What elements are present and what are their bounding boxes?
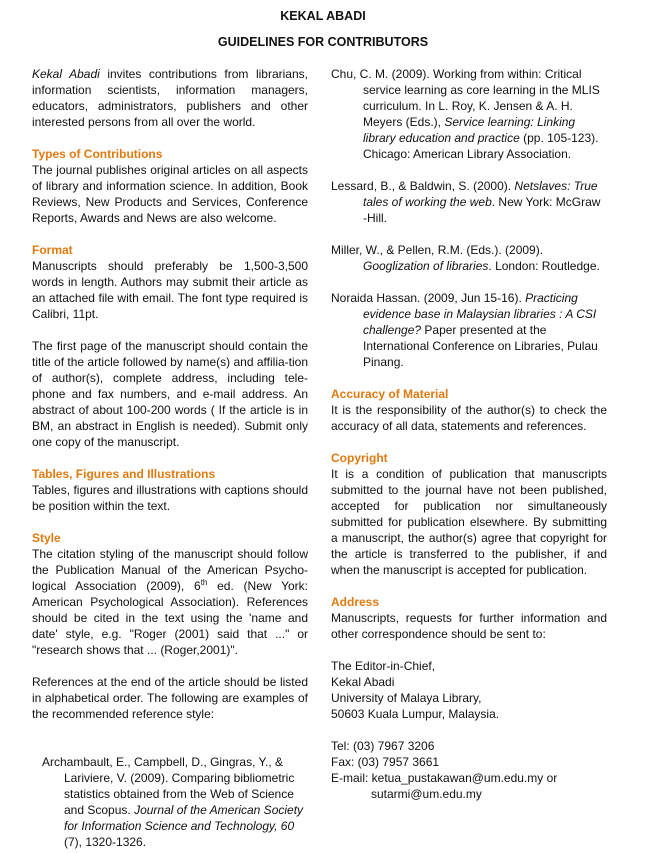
email-line-1: E-mail: ketua_pustakawan@um.edu.my or — [331, 771, 558, 785]
fax: Fax: (03) 7957 3661 — [331, 755, 440, 769]
address-line-3: University of Malaya Library, — [331, 691, 482, 705]
style-heading: Style — [32, 531, 61, 545]
types-text: The journal publishes original articles on all aspects of library and information science. In addition, Book Reviews, New Products and Services, Conference Reports, Awards and News are also welcome. — [32, 163, 308, 225]
page-title: GUIDELINES FOR CONTRIBUTORS — [217, 35, 429, 49]
types-heading: Types of Contributions — [32, 147, 163, 161]
tables-heading: Tables, Figures and Illustrations — [32, 467, 216, 481]
address-line-2: Kekal Abadi — [331, 675, 395, 689]
right-column — [331, 66, 607, 802]
reference-noraida: Noraida Hassan. (2009, Jun 15-16). Practicing evidence base in Malaysian libraries : A CSI challenge? Paper presented at the International Conference on Libraries, Pulau Pinang. — [331, 291, 598, 369]
style-text-2: References at the end of the article should be listed in alphabetical order. The following are examples of the recommended reference style: — [32, 675, 308, 721]
reference-miller: Miller, W., & Pellen, R.M. (Eds.). (2009). Googlization of libraries. London: Routledge. — [331, 243, 600, 273]
reference-lessard: Lessard, B., & Baldwin, S. (2000). Netslaves: True tales of working the web. New York: McGraw -Hill. — [331, 179, 601, 225]
accuracy-heading: Accuracy of Material — [331, 387, 449, 401]
copyright-text: It is a condition of publication that manuscripts submitted to the journal have not been published, accepted for publication nor simultaneously submitted for publication elsewhere. By submitting a manuscript, the author(s) agree that copyright for the article is transferred to the publisher, if and when the manuscript is accepted for publication. — [331, 467, 607, 577]
reference-archambault: Archambault, E., Campbell, D., Gingras, Y., & Lariviere, V. (2009). Comparing bibliometric statistics obtained from the Web of Science and Scopus. Journal of the American Society for Information Science and Technology, 60 (7), 1320-1326. — [42, 755, 304, 849]
left-column — [32, 66, 308, 850]
copyright-heading: Copyright — [331, 451, 388, 465]
accuracy-text: It is the responsibility of the author(s) to check the accuracy of all data, statements and references. — [331, 403, 607, 433]
journal-name: Kekal Abadi — [32, 67, 100, 81]
address-line-4: 50603 Kuala Lumpur, Malaysia. — [331, 707, 500, 721]
style-text-1: The citation styling of the manuscript should follow the Publication Manual of the American Psycho-logical Association (2009), 6th ed. (New York: American Psychological Association). References should be cited in the text using the 'name and date' style, e.g. "Roger (2001) said that ..." or "research shows that ... (Roger,2001)". — [32, 547, 308, 657]
email-line-2: sutarmi@um.edu.my — [371, 787, 482, 801]
intro-paragraph: Kekal Abadi invites contributions from librarians, information scientists, information managers, educators, administrators, publishers and other interested persons from all over the world. — [32, 67, 308, 129]
format-text-2: The first page of the manuscript should contain the title of the article followed by name(s) and affilia-tion of author(s), complete address, including tele-phone and fax numbers, and e-mail address. An abstract of about 100-200 words ( If the article is in BM, an abstract in English is needed). Submit only one copy of the manuscript. — [32, 339, 308, 449]
reference-chu: Chu, C. M. (2009). Working from within: Critical service learning as core learning in the MLIS curriculum. In L. Roy, K. Jensen & A. H. Meyers (Eds.), Service learning: Linking library education and practice (pp. 105-123). Chicago: American Library Association. — [331, 67, 600, 161]
format-heading: Format — [32, 243, 73, 257]
format-text-1: Manuscripts should preferably be 1,500-3,500 words in length. Authors may submit their article as an attached file with email. The font type required is Calibri, 11pt. — [32, 259, 308, 321]
tables-text: Tables, figures and illustrations with captions should be position within the text. — [32, 483, 308, 513]
address-heading: Address — [331, 595, 380, 609]
address-line-1: The Editor-in-Chief, — [331, 659, 436, 673]
journal-title: KEKAL ABADI — [280, 9, 366, 23]
contact-block — [331, 658, 607, 802]
telephone: Tel: (03) 7967 3206 — [331, 739, 435, 753]
address-text: Manuscripts, requests for further information and other correspondence should be sent to: — [331, 611, 607, 641]
